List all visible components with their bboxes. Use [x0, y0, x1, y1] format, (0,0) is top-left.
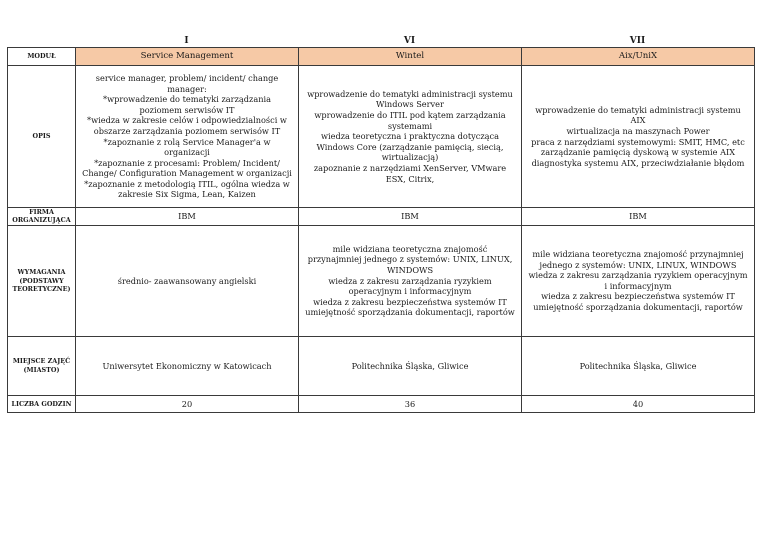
table-row-modul	[8, 48, 755, 66]
row-label-godziny: LICZBA GODZIN	[8, 395, 76, 412]
company-cell: IBM	[522, 208, 755, 226]
description-cell: service manager, problem/ incident/ change manager: *wprowadzenie do tematyki zarządzania poziomem serwisów IT *wiedza w zakresie celów i odpowiedzialności w obszarze zarządzania poziomem serwisów IT *zapoznanie z rolą Service Manager'a w organizacji *zapoznanie z procesami: Problem/ Incident/ Change/ Configuration Management w organizacji *zapoznanie z metodologią ITIL, ogólna wiedza w zakresie Six Sigma, Lean, Kaizen	[76, 66, 299, 208]
column-number-1: I	[184, 36, 189, 46]
description-cell: wprowadzenie do tematyki administracji systemu Windows Server wprowadzenie do ITIL pod kątem zarządzania systemami wiedza teoretyczna i praktyczna dotycząca Windows Core (zarządzanie pamięcią, siecią, wirtualizacją) zapoznanie z narzędziami XenServer, VMware ESX, Citrix,	[299, 66, 522, 208]
location-cell: Uniwersytet Ekonomiczny w Katowicach	[76, 336, 299, 395]
requirements-cell: mile widziana teoretyczna znajomość przynajmniej jednego z systemów: UNIX, LINUX, WINDOWS wiedza z zakresu zarządzania ryzykiem operacyjnym i informacyjnym wiedza z zakresu bezpieczeństwa systemów IT umiejętność sporządzania dokumentacji, raportów	[522, 225, 755, 336]
company-cell: IBM	[299, 208, 522, 226]
column-number-3: VII	[629, 36, 646, 46]
table-row-firma	[8, 208, 755, 226]
row-label-wymagania: WYMAGANIA (PODSTAWY TEORETYCZNE)	[8, 225, 76, 336]
table-row-opis	[8, 66, 755, 208]
module-name-cell: Aix/UniX	[522, 48, 755, 66]
requirements-cell: średnio- zaawansowany angielski	[76, 225, 299, 336]
row-label-firma: FIRMA ORGANIZUJĄCA	[8, 208, 76, 226]
column-number-2: VI	[403, 36, 416, 46]
requirements-cell: mile widziana teoretyczna znajomość przynajmniej jednego z systemów: UNIX, LINUX, WINDOWS wiedza z zakresu zarządzania ryzykiem operacyjnym i informacyjnym wiedza z zakresu bezpieczeństwa systemów IT umiejętność sporządzania dokumentacji, raportów	[299, 225, 522, 336]
table-row-godziny	[8, 395, 755, 412]
row-label-opis: OPIS	[8, 66, 76, 208]
location-cell: Politechnika Śląska, Gliwice	[522, 336, 755, 395]
row-label-modul: MODUŁ	[8, 48, 76, 66]
hours-cell: 20	[76, 395, 299, 412]
description-cell: wprowadzenie do tematyki administracji systemu AIX wirtualizacja na maszynach Power praca z narzędziami systemowymi: SMIT, HMC, etc zarządzanie pamięcią dyskową w systemie AIX diagnostyka systemu AIX, przeciwdziałanie błędom	[522, 66, 755, 208]
hours-cell: 36	[299, 395, 522, 412]
table-row-wymagania	[8, 225, 755, 336]
hours-cell: 40	[522, 395, 755, 412]
module-name-cell: Wintel	[299, 48, 522, 66]
module-name-cell: Service Management	[76, 48, 299, 66]
location-cell: Politechnika Śląska, Gliwice	[299, 336, 522, 395]
module-table	[7, 47, 755, 413]
company-cell: IBM	[76, 208, 299, 226]
table-row-miejsce	[8, 336, 755, 395]
row-label-miejsce: MIEJSCE ZAJĘĆ (MIASTO)	[8, 336, 76, 395]
